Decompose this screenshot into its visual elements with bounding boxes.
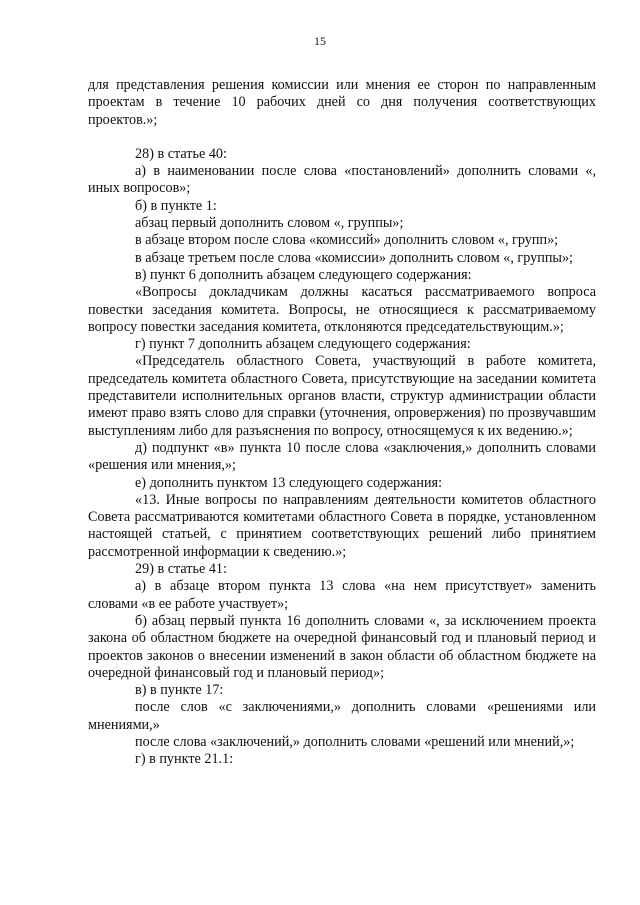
paragraph-29-v-first: после слов «с заключениями,» дополнить словами «решениями или мнениями,» bbox=[88, 699, 596, 733]
paragraph-28-a: а) в наименовании после слова «постановлений» дополнить словами «, иных вопросов»; bbox=[88, 163, 596, 197]
paragraph-29-g: г) в пункте 21.1: bbox=[135, 751, 234, 768]
paragraph-28-b-first: абзац первый дополнить словом «, группы»; bbox=[135, 215, 404, 232]
paragraph-28-v-quote: «Вопросы докладчикам должны касаться рассматриваемого вопроса повестки заседания комитета. Вопросы, не относящиеся к рассматриваемому вопросу повестки заседания комитета, отклоняются председательствующим.»; bbox=[88, 284, 596, 335]
paragraph-29-v: в) в пункте 17: bbox=[135, 682, 224, 699]
paragraph-28-v: в) пункт 6 дополнить абзацем следующего содержания: bbox=[135, 266, 472, 283]
paragraph-item-29: 29) в статье 41: bbox=[135, 561, 227, 578]
paragraph-28-g-quote: «Председатель областного Совета, участвующий в работе комитета, председатель комитета областного Совета, присутствующие на заседании комитета представители исполнительных органов власти, структур администрации области имеют право взять слово для справки (уточнения, опровержения) по прозвучавшим выступлениям либо для разъяснения по вопросу, относящемуся к их ведению.»; bbox=[88, 353, 596, 439]
paragraph-29-a: а) в абзаце втором пункта 13 слова «на нем присутствует» заменить словами «в ее работе участвует»; bbox=[88, 578, 596, 612]
page-number: 15 bbox=[314, 34, 326, 48]
paragraph-28-d: д) подпункт «в» пункта 10 после слова «заключения,» дополнить словами «решения или мнения,»; bbox=[88, 439, 596, 474]
paragraph-28-e: е) дополнить пунктом 13 следующего содержания: bbox=[135, 474, 443, 491]
paragraph-continuation: для представления решения комиссии или мнения ее сторон по направленным проектам в течение 10 рабочих дней со дня получения соответствующих проектов.»; bbox=[88, 77, 596, 128]
paragraph-29-b: б) абзац первый пункта 16 дополнить словами «, за исключением проекта закона об областном бюджете на очередной финансовый год и плановый период и проектов законов о внесении изменений в закон области об областном бюджете на очередной финансовый год и плановый период»; bbox=[88, 612, 596, 681]
paragraph-28-b: б) в пункте 1: bbox=[135, 197, 217, 214]
paragraph-28-b-second: в абзаце втором после слова «комиссий» дополнить словом «, групп»; bbox=[135, 232, 559, 249]
paragraph-item-28: 28) в статье 40: bbox=[135, 145, 227, 162]
paragraph-29-v-second: после слова «заключений,» дополнить словами «решений или мнений,»; bbox=[135, 733, 575, 750]
paragraph-28-e-quote: «13. Иные вопросы по направлениям деятельности комитетов областного Совета рассматриваются комитетами областного Совета в порядке, установленном настоящей статьей, с принятием соответствующих решений либо принятием рассмотренной информации к сведению.»; bbox=[88, 491, 596, 560]
document-body bbox=[88, 77, 596, 769]
paragraph-28-g: г) пункт 7 дополнить абзацем следующего содержания: bbox=[135, 336, 471, 353]
paragraph-28-b-third: в абзаце третьем после слова «комиссии» дополнить словом «, группы»; bbox=[135, 249, 573, 266]
